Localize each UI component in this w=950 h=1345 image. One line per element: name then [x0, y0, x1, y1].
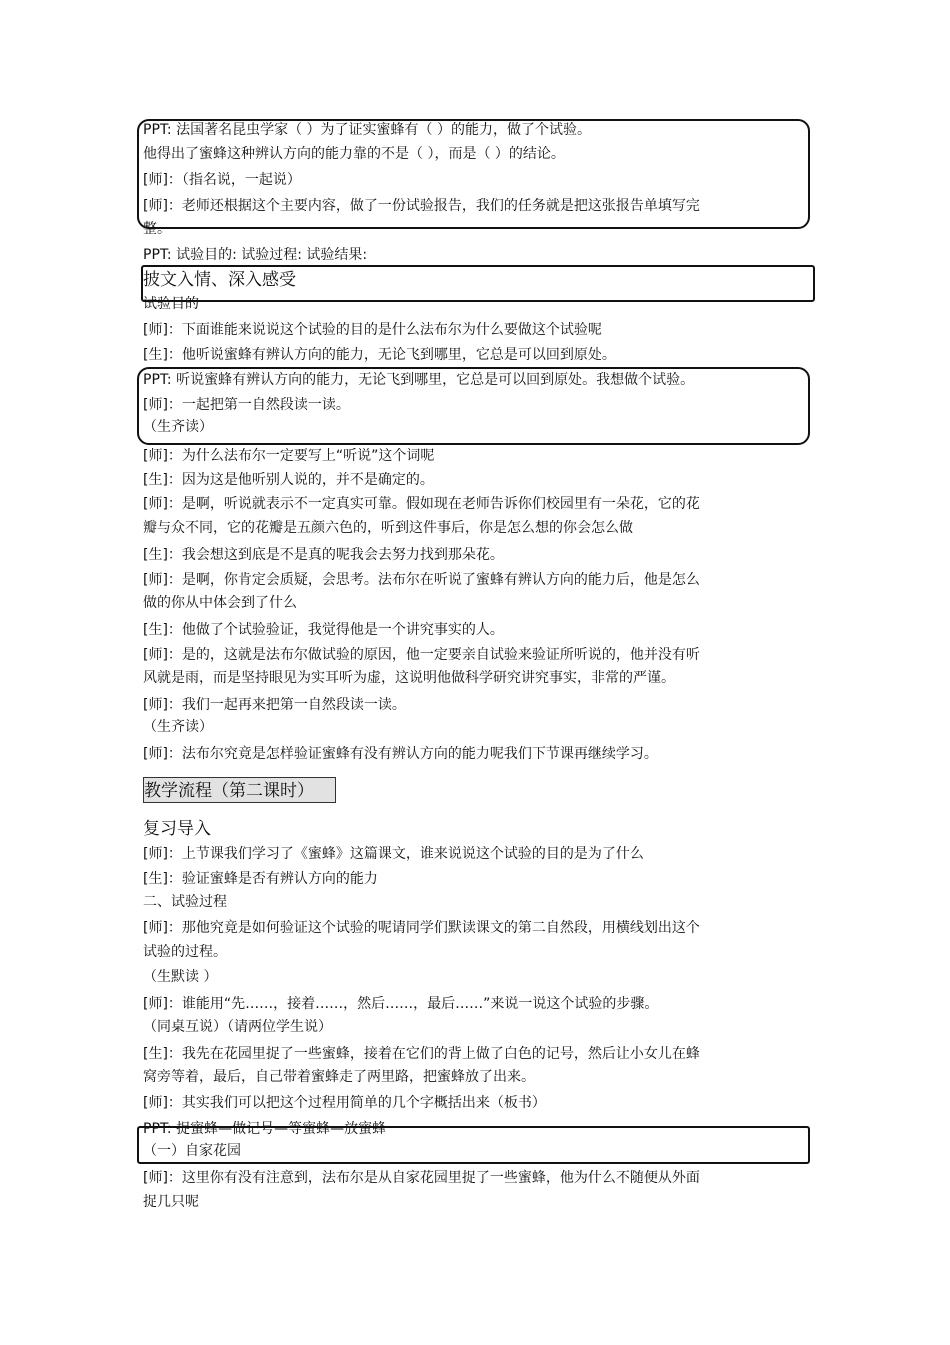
teacher-line: [师]：老师还根据这个主要内容，做了一份试验报告，我们的任务就是把这张报告单填写完	[143, 198, 700, 214]
teacher-line-cont: 做的你从中体会到了什么	[143, 595, 297, 611]
lesson-flow-heading: 教学流程（第二课时）	[144, 781, 314, 801]
teacher-line: [师]：是的，这就是法布尔做试验的原因，他一定要亲自试验来验证所听说的，他并没有听	[143, 647, 700, 663]
teacher-line-cont: 整。	[143, 221, 171, 237]
section-heading: 披文入情、深入感受	[143, 270, 296, 290]
teacher-line: [师]：一起把第一自然段读一读。	[143, 397, 350, 413]
subheading-garden: （一）自家花园	[143, 1143, 241, 1159]
subheading-process: 二、试验过程	[143, 894, 227, 910]
student-line-cont: 窝旁等着，最后，自己带着蜜蜂走了两里路，把蜜蜂放了出来。	[143, 1069, 535, 1085]
review-heading: 复习导入	[143, 819, 211, 839]
teacher-line: [师]：下面谁能来说说这个试验的目的是什么法布尔为什么要做这个试验呢	[143, 322, 602, 338]
teacher-line: [师]：那他究竟是如何验证这个试验的呢请同学们默读课文的第二自然段，用横线划出这个	[143, 920, 700, 936]
ppt-process-line: PPT: 捉蜜蜂—做记号—等蜜蜂—放蜜蜂	[143, 1121, 387, 1137]
teacher-line: [师]：这里你有没有注意到，法布尔是从自家花园里捉了一些蜜蜂，他为什么不随便从外面	[143, 1170, 700, 1186]
student-line: [生]：验证蜜蜂是否有辨认方向的能力	[143, 871, 378, 887]
ppt-quote-line: PPT: 听说蜜蜂有辨认方向的能力，无论飞到哪里，它总是可以回到原处。我想做个试验。	[143, 372, 695, 388]
teacher-line-cont: 风就是雨，而是坚持眼见为实耳听为虚，这说明他做科学研究讲究事实，非常的严谨。	[143, 670, 675, 686]
student-line: [生]：他听说蜜蜂有辨认方向的能力，无论飞到哪里，它总是可以回到原处。	[143, 347, 616, 363]
teacher-line-cont: 捉几只呢	[143, 1194, 199, 1210]
teacher-line: [师]：上节课我们学习了《蜜蜂》这篇课文，谁来说说这个试验的目的是为了什么	[143, 846, 644, 862]
student-line: [生]：我先在花园里捉了一些蜜蜂，接着在它们的背上做了白色的记号，然后让小女儿在蜂	[143, 1046, 700, 1062]
teacher-line-cont: 试验的过程。	[143, 944, 227, 960]
student-line: [生]：因为这是他听别人说的，并不是确定的。	[143, 472, 434, 488]
stage-direction: （生默读 ）	[143, 969, 218, 985]
teacher-line: [师]：（指名说，一起说）	[143, 172, 301, 188]
stage-direction: （同桌互说）（请两位学生说）	[143, 1019, 332, 1035]
teacher-line: [师]：谁能用“先……，接着……，然后……，最后……”来说一说这个试验的步骤。	[143, 996, 659, 1012]
student-line: [生]：我会想这到底是不是真的呢我会去努力找到那朵花。	[143, 547, 504, 563]
ppt-question-line-2: 他得出了蜜蜂这种辨认方向的能力靠的不是（ ），而是（ ）的结论。	[143, 146, 565, 162]
subheading-purpose: 试验目的	[143, 296, 199, 312]
student-line: [生]：他做了个试验验证，我觉得他是一个讲究事实的人。	[143, 622, 504, 638]
teacher-line: [师]：法布尔究竟是怎样验证蜜蜂有没有辨认方向的能力呢我们下节课再继续学习。	[143, 746, 658, 762]
teacher-line-cont: 瓣与众不同，它的花瓣是五颜六色的，听到这件事后，你是怎么想的你会怎么做	[143, 520, 633, 536]
ppt-question-line: PPT: 法国著名昆虫学家（ ）为了证实蜜蜂有（ ）的能力，做了个试验。	[143, 122, 591, 138]
ppt-report-line: PPT: 试验目的: 试验过程: 试验结果:	[143, 247, 368, 263]
stage-direction: （生齐读）	[143, 719, 213, 735]
teacher-line: [师]：是啊，听说就表示不一定真实可靠。假如现在老师告诉你们校园里有一朵花，它的花	[143, 496, 700, 512]
stage-direction: （生齐读）	[143, 419, 213, 435]
teacher-line: [师]：是啊，你肯定会质疑，会思考。法布尔在听说了蜜蜂有辨认方向的能力后，他是怎么	[143, 572, 700, 588]
teacher-line: [师]：其实我们可以把这个过程用简单的几个字概括出来（板书）	[143, 1095, 546, 1111]
teacher-line: [师]：为什么法布尔一定要写上“听说”这个词呢	[143, 448, 435, 464]
teacher-line: [师]：我们一起再来把第一自然段读一读。	[143, 697, 406, 713]
